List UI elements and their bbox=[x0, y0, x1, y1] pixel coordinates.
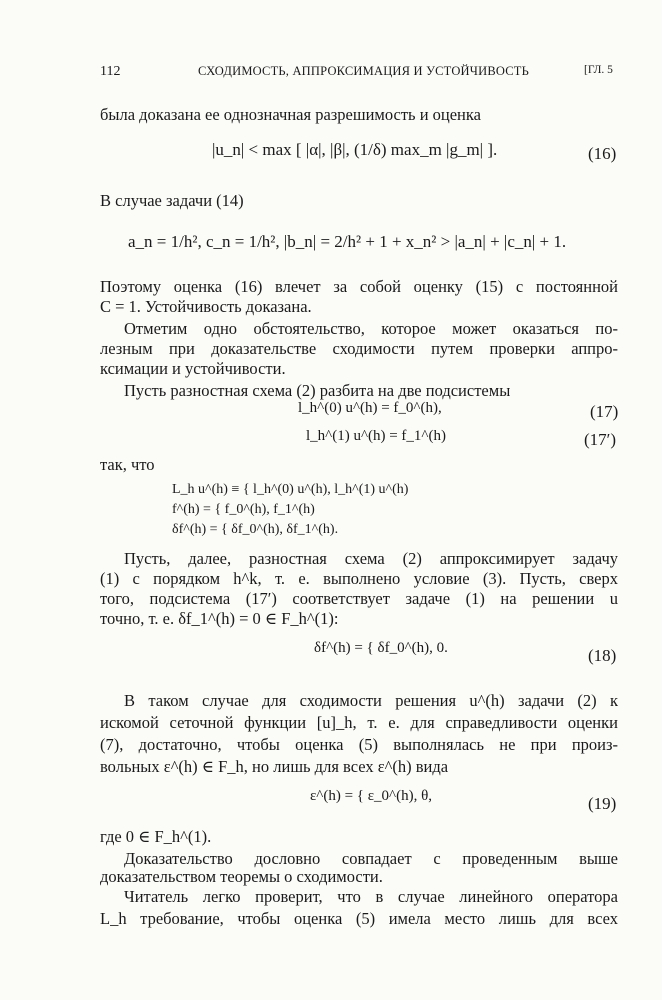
paragraph-line: точно, т. е. δf_1^(h) = 0 ∈ F_h^(1): bbox=[100, 609, 339, 628]
paragraph-line: (1) с порядком h^k, т. е. выполнено условие (3). Пусть, сверх bbox=[100, 569, 618, 588]
paragraph-line: Поэтому оценка (16) влечет за собой оценку (15) с постоянной bbox=[100, 277, 618, 296]
paragraph-line: искомой сеточной функции [u]_h, т. е. для справедливости оценки bbox=[100, 713, 618, 732]
paragraph-line: L_h требование, чтобы оценка (5) имела место лишь для всех bbox=[100, 909, 618, 928]
paragraph-line: была доказана ее однозначная разрешимость и оценка bbox=[100, 105, 481, 124]
paragraph-line: ксимации и устойчивости. bbox=[100, 359, 286, 378]
page-number: 112 bbox=[100, 64, 121, 79]
chapter-label: [ГЛ. 5 bbox=[584, 64, 613, 76]
equation-system-f: f^(h) = { f_0^(h), f_1^(h) bbox=[172, 502, 315, 517]
paragraph-line: где 0 ∈ F_h^(1). bbox=[100, 827, 212, 846]
equation-systems bbox=[172, 480, 562, 540]
paragraph-line: того, подсистема (17′) соответствует задаче (1) на решении u bbox=[100, 589, 618, 608]
equation-19: ε^(h) = { ε_0^(h), θ, bbox=[310, 788, 432, 804]
equation-18: δf^(h) = { δf_0^(h), 0. bbox=[314, 640, 448, 656]
paragraph-line: C = 1. Устойчивость доказана. bbox=[100, 297, 312, 316]
equation-system-L: L_h u^(h) ≡ { l_h^(0) u^(h), l_h^(1) u^(h) bbox=[172, 482, 409, 497]
equation-coefficients: a_n = 1/h², c_n = 1/h², |b_n| = 2/h² + 1 + x_n² > |a_n| + |c_n| + 1. bbox=[128, 232, 567, 251]
paragraph-line: Отметим одно обстоятельство, которое может оказаться по- bbox=[124, 319, 618, 338]
paragraph-line: так, что bbox=[100, 455, 155, 474]
running-title: СХОДИМОСТЬ, АППРОКСИМАЦИЯ И УСТОЙЧИВОСТЬ bbox=[198, 64, 530, 78]
paragraph-line: (7), достаточно, чтобы оценка (5) выполнялась не при произ- bbox=[100, 735, 618, 754]
equation-16 bbox=[212, 140, 497, 160]
paragraph-line: Пусть, далее, разностная схема (2) аппроксимирует задачу bbox=[124, 549, 618, 568]
equation-system-df: δf^(h) = { δf_0^(h), δf_1^(h). bbox=[172, 522, 339, 537]
paragraph-line: В таком случае для сходимости решения u^(h) задачи (2) к bbox=[124, 691, 618, 710]
paragraph-line: В случае задачи (14) bbox=[100, 191, 244, 210]
equation-17: l_h^(0) u^(h) = f_0^(h), bbox=[298, 400, 442, 416]
equation-number-16: (16) bbox=[588, 144, 617, 163]
equation-number-17: (17) bbox=[590, 402, 619, 421]
equation-17-prime: l_h^(1) u^(h) = f_1^(h) bbox=[306, 428, 446, 444]
equation-number-19: (19) bbox=[588, 794, 617, 813]
paragraph-line: лезным при доказательстве сходимости путем проверки аппро- bbox=[100, 339, 618, 358]
paragraph-line: вольных ε^(h) ∈ F_h, но лишь для всех ε^(h) вида bbox=[100, 757, 449, 776]
equation-number-18: (18) bbox=[588, 646, 617, 665]
paragraph-line: Читатель легко проверит, что в случае линейного оператора bbox=[124, 887, 618, 906]
equation-16-body: |u_n| < max [ |α|, |β|, (1/δ) max_m |g_m| ]. bbox=[212, 140, 498, 159]
paragraph-line: доказательством теоремы о сходимости. bbox=[100, 867, 383, 886]
paragraph-line: Доказательство дословно совпадает с проведенным выше bbox=[124, 849, 618, 868]
paragraph-line: Пусть разностная схема (2) разбита на две подсистемы bbox=[124, 381, 511, 400]
equation-number-17-prime: (17′) bbox=[584, 430, 617, 449]
